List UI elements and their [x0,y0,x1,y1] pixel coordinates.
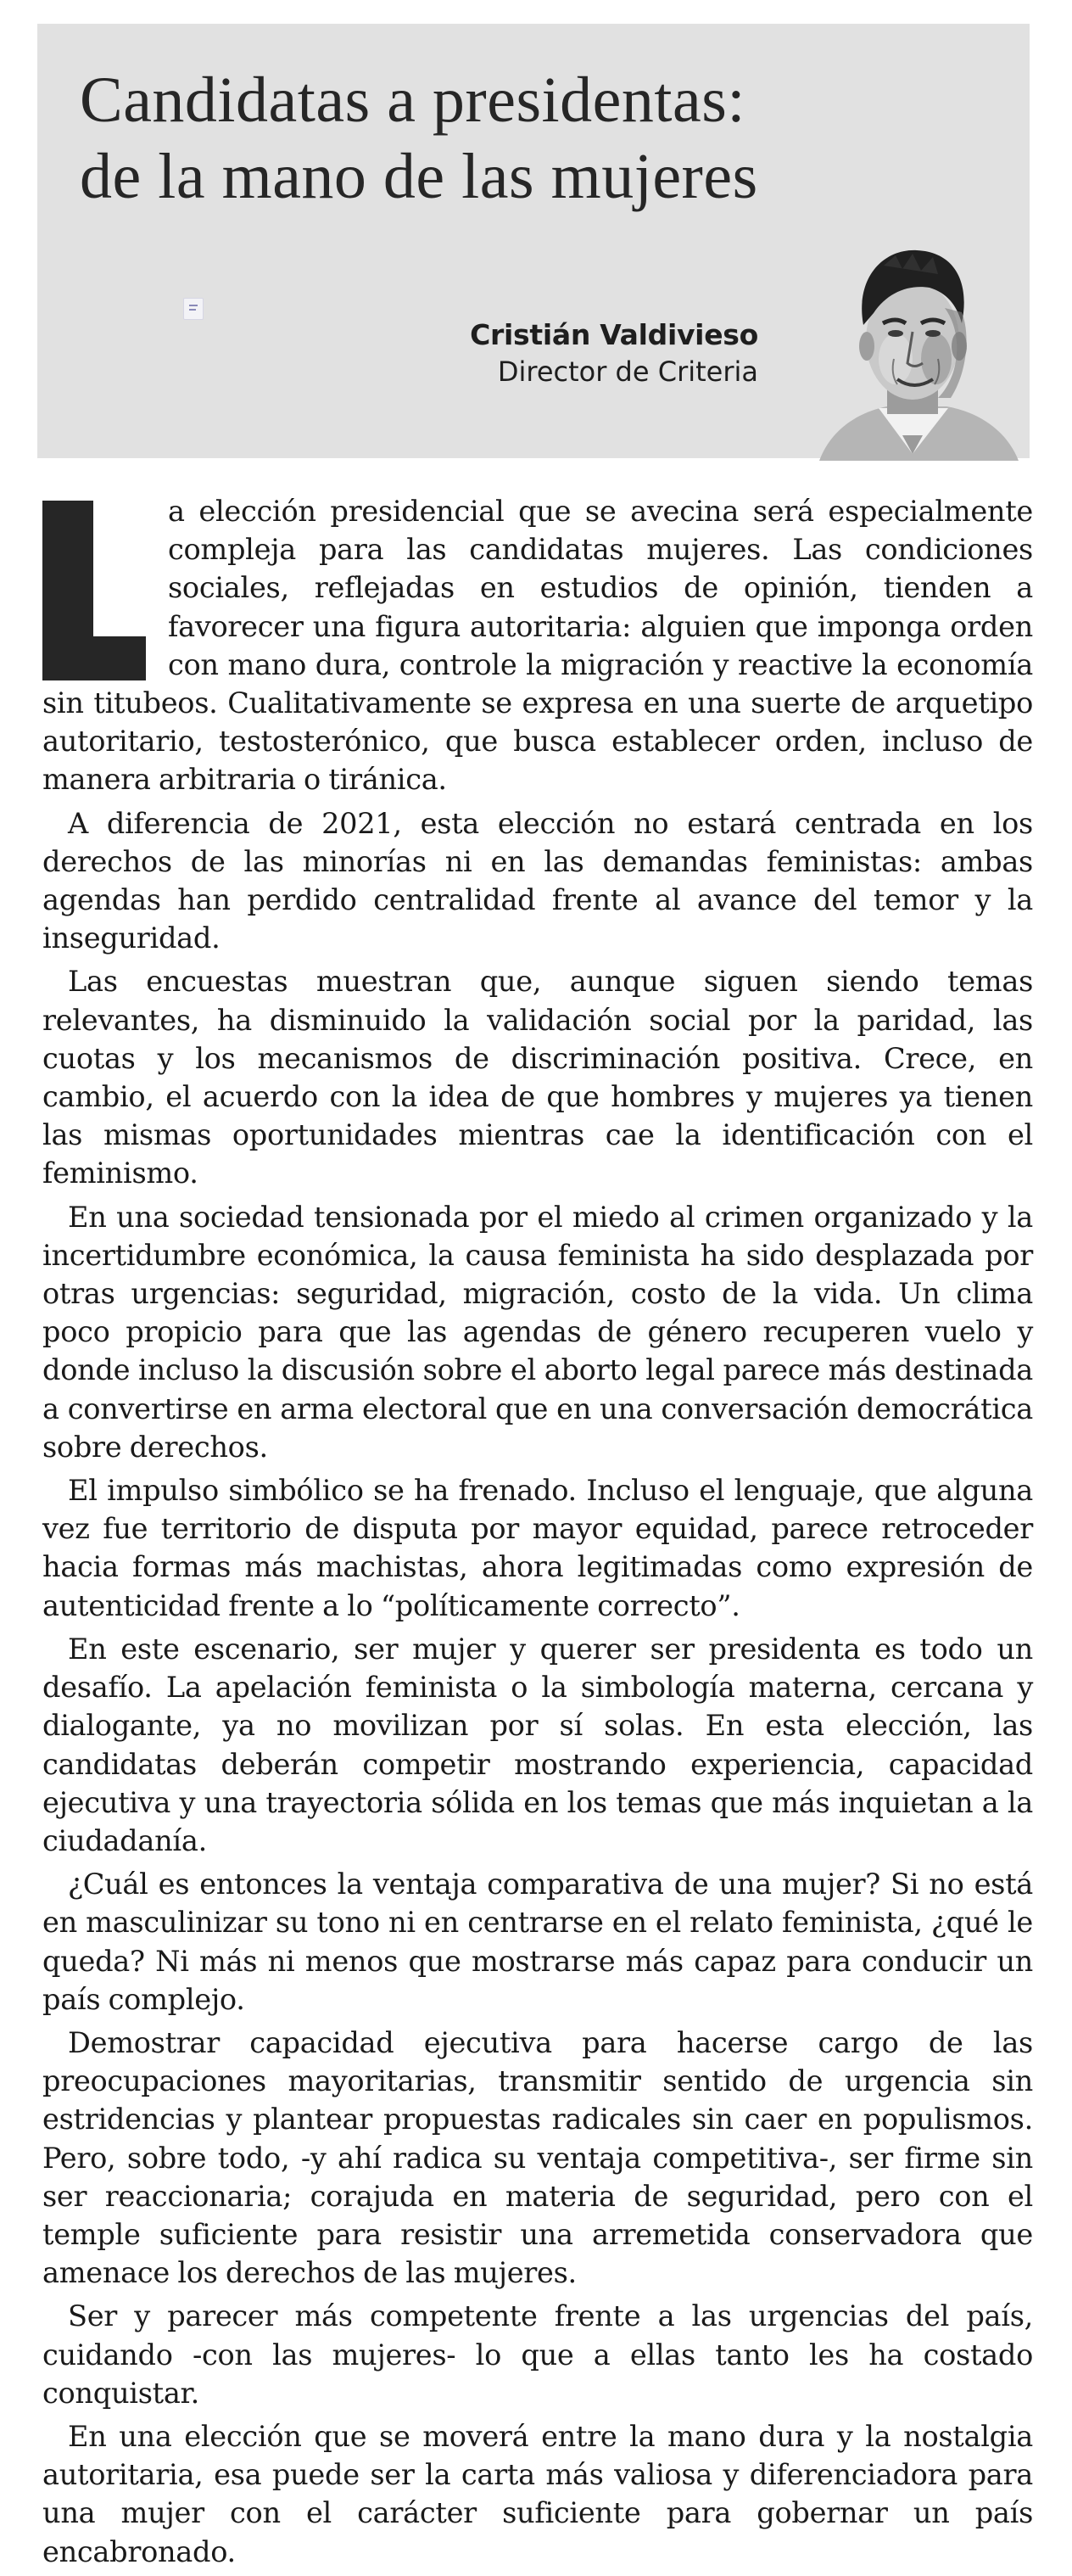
author-portrait [802,232,1027,461]
article-paragraph: Ser y parecer más competente frente a las urgencias del país, cuidando -con las mujeres- lo que a ellas tanto les ha costado conquistar. [42,2299,1033,2410]
article-body [42,492,1033,2576]
article-paragraph: En una sociedad tensionada por el miedo al crimen organizado y la incertidumbre económica, la causa feminista ha sido desplazada por otras urgencias: seguridad, migración, costo de la vida. Un clima poco propicio para que las agendas de género recuperen vuelo y donde incluso la discusión sobre el aborto legal parece más destinada a convertirse en arma electoral que en una conversación democrática sobre derechos. [42,1200,1033,1464]
article-paragraph-1: a elección presidencial que se avecina será especialmente compleja para las candidatas mujeres. Las condiciones sociales, reflejadas en estudios de opinión, tienden a favorecer una figura autoritaria: alguien que imponga orden con mano dura, controle la migración y reactive la economía sin titubeos. Cualitativamente se expresa en una suerte de arquetipo autoritario, testosterónico, que busca establecer orden, incluso de manera arbitraria o tiránica. [42,495,1033,797]
article-paragraph: En este escenario, ser mujer y querer ser presidenta es todo un desafío. La apelación feminista o la simbología materna, cercana y dialogante, ya no movilizan por sí solas. En esta elección, las candidatas deberán competir mostrando experiencia, capacidad ejecutiva y una trayectoria sólida en los temas que más inquietan a la ciudadanía. [42,1632,1033,1857]
article-paragraph: Las encuestas muestran que, aunque siguen siendo temas relevantes, ha disminuido la validación social por la paridad, las cuotas y los mecanismos de discriminación positiva. Crece, en cambio, el acuerdo con la idea de que hombres y mujeres ya tienen las mismas oportunidades mientras cae la identificación con el feminismo. [42,965,1033,1190]
article-header [37,24,1030,458]
drop-cap-letter [42,501,146,680]
author-name: Cristián Valdivieso [470,318,758,351]
article-paragraph: ¿Cuál es entonces la ventaja comparativa de una mujer? Si no está en masculinizar su tono ni en centrarse en el relato feminista, ¿qué le queda? Ni más ni menos que mostrarse más capaz para conducir un país complejo. [42,1868,1033,2016]
author-role: Director de Criteria [497,356,758,388]
article-paragraph: Demostrar capacidad ejecutiva para hacerse cargo de las preocupaciones mayoritarias, transmitir sentido de urgencia sin estridencias y plantear propuestas radicales sin caer en populismos. Pero, sobre todo, -y ahí radica su ventaja competitiva-, ser firme sin ser reaccionaria; corajuda en materia de seguridad, pero con el temple suficiente para resistir una arremetida conservadora que amenace los derechos de las mujeres. [42,2025,1033,2290]
article-paragraph: El impulso simbólico se ha frenado. Incluso el lenguaje, que alguna vez fue territorio de disputa por mayor equidad, parece retroceder hacia formas más machistas, ahora legitimadas como expresión de autenticidad frente a lo “políticamente correcto”. [42,1474,1033,1622]
article-paragraph: En una elección que se moverá entre la mano dura y la nostalgia autoritaria, esa puede ser la carta más valiosa y diferenciadora para una mujer con el carácter suficiente para gobernar un país encabronado. [42,2419,1033,2568]
note-icon[interactable] [183,298,204,320]
headline-line-1: Candidatas a presidentas: [80,64,745,136]
article-paragraph: A diferencia de 2021, esta elección no estará centrada en los derechos de las minorías ni en las demandas feministas: ambas agendas han perdido centralidad frente al avance del temor y la inseguridad. [42,806,1033,955]
headline-line-2: de la mano de las mujeres [80,141,758,212]
author-byline [470,317,758,390]
headline [80,62,758,215]
